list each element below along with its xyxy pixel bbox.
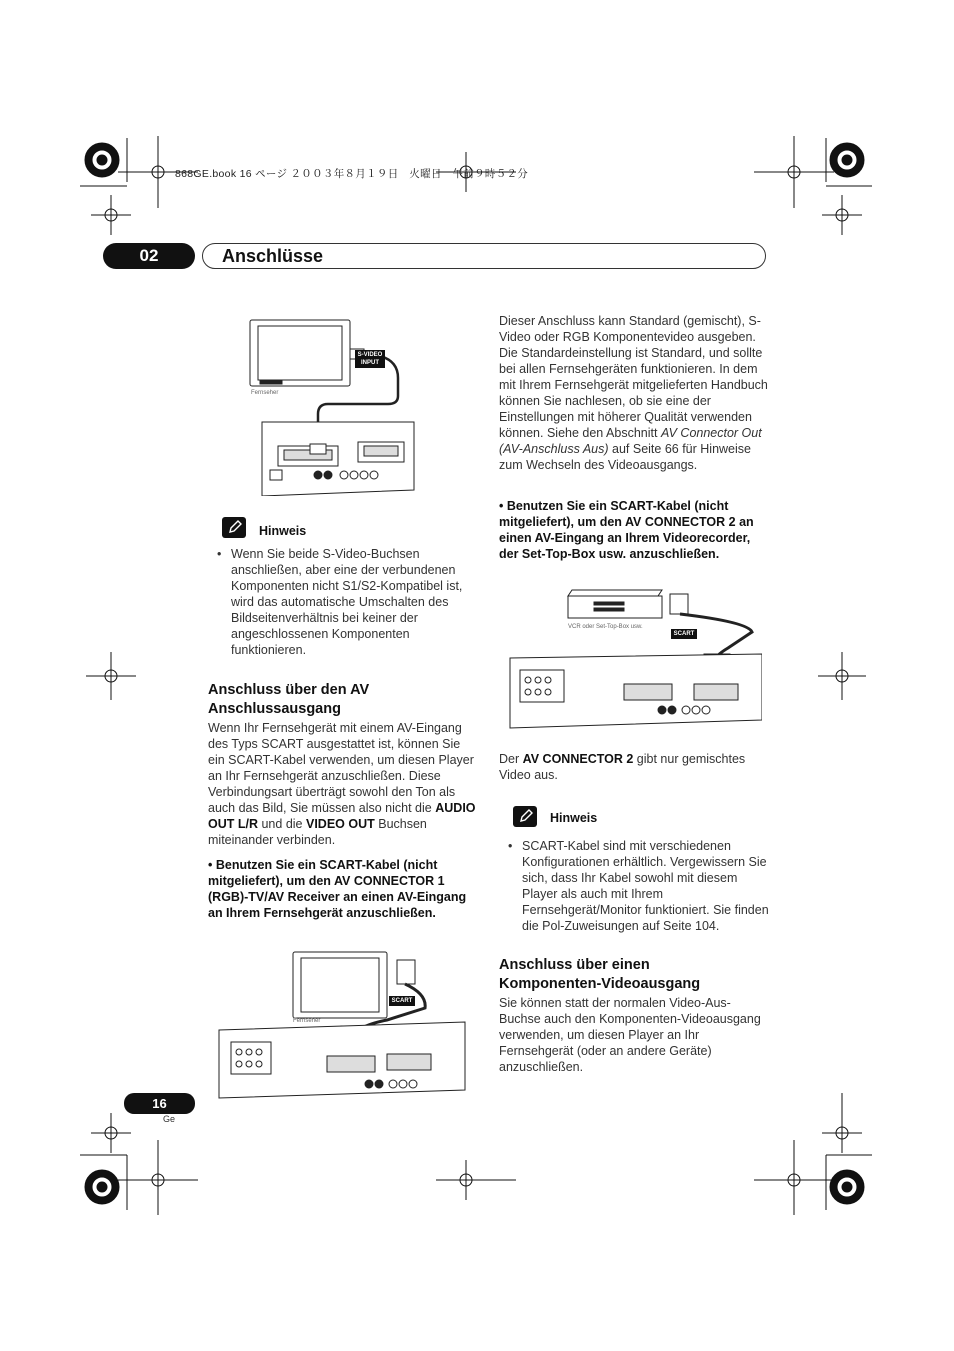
connector-note (499, 751, 769, 783)
svideo-connection-diagram (248, 318, 420, 496)
pencil-icon (222, 517, 246, 538)
note-list (508, 838, 770, 934)
section-heading-component-video (499, 956, 769, 994)
body-text: Der (499, 752, 520, 766)
heading-line: Anschluss über einen (499, 957, 650, 973)
body-text: gibt nur gemischtes Video aus. (499, 752, 746, 782)
scart-tag: SCART (389, 996, 415, 1006)
body-text: und die (261, 817, 303, 831)
note-pencil-icon (222, 517, 246, 538)
chapter-title: Anschlüsse (222, 246, 324, 266)
body-text: auf Seite 66 für Hinweise zum Wechseln des Videoausgangs. (499, 442, 751, 472)
note-item: • SCART-Kabel sind mit verschiedenen Konfigurationen erhältlich. Vergewissern Sie sich, dass Ihr Kabel sowohl mit diesem Player als auch mit Ihrem Fernsehgerät/Monitor funktioniert. Sie finden die Pol-Zuweisungen auf Seite 104. (508, 838, 770, 934)
scart-tv-diagram-art (217, 950, 467, 1100)
print-header: 868GE.book 16 ページ ２００３年８月１９日 火曜日 午前９時５２分 (175, 168, 529, 180)
tv-label: Fernseher (251, 390, 279, 396)
svideo-diagram-art (248, 318, 420, 496)
audio-out-term: AUDIO OUT L/R (208, 801, 476, 831)
heading-line: Anschluss über den AV (208, 682, 370, 698)
note-label: Hinweis (550, 811, 598, 825)
chapter-number: 02 (103, 243, 195, 269)
scart-vcr-diagram-art (508, 588, 762, 738)
device-label: VCR oder Set-Top-Box usw. (568, 624, 643, 630)
scart-tag: SCART (671, 629, 697, 639)
note-list (217, 546, 471, 658)
section-heading-av-connector (208, 681, 468, 719)
svideo-tag-line1: S-VIDEO (357, 352, 383, 358)
body-text: Buchsen miteinander verbinden. (208, 817, 427, 847)
instruction-av-connector-1: • Benutzen Sie ein SCART-Kabel (nicht mitgeliefert), um den AV CONNECTOR 1 (RGB)-TV/AV Receiver an einen AV-Eingang an Ihrem Fernsehgerät anzuschließen. (208, 858, 467, 920)
heading-line: Anschlussausgang (208, 701, 341, 717)
intro-paragraph (499, 313, 769, 473)
section-body: Sie können statt der normalen Video-Aus-Buchse auch den Komponenten-Videoausgang verwenden, um diesen Player an Ihr Fernsehgerät (oder an andere Geräte) anzuschließen. (499, 996, 761, 1074)
cross-reference: AV Connector Out (AV-Anschluss Aus) (499, 426, 762, 456)
scart-tv-diagram (217, 950, 467, 1100)
body-text: Wenn Ihr Fernsehgerät mit einem AV-Eingang des Typs SCART ausgestattet ist, können Sie ein SCART-Kabel verwenden, um diesen Player an Ihr Fernsehgerät anzuschließen. Diese Verbindungsart überträgt sowohl den Ton als auch das Bild, Sie müssen also nicht die (208, 721, 474, 815)
note-pencil-icon (513, 806, 537, 827)
av-connector-2-term: AV CONNECTOR 2 (522, 752, 634, 766)
heading-line: Komponenten-Videoausgang (499, 976, 701, 992)
scart-vcr-diagram (508, 588, 762, 738)
pencil-icon (513, 806, 537, 827)
page-language: Ge (163, 1114, 176, 1124)
tv-label: Fernseher (293, 1018, 321, 1024)
video-out-term: VIDEO OUT (305, 817, 375, 831)
svideo-input-tag (355, 350, 385, 368)
page-number: 16 (124, 1093, 195, 1114)
instruction-av-connector-2: • Benutzen Sie ein SCART-Kabel (nicht mitgeliefert), um den AV CONNECTOR 2 an einen AV-Eingang an Ihrem Videorecorder, der Set-Top-Box usw. anzuschließen. (499, 499, 754, 561)
section-body (208, 720, 476, 848)
body-text: Dieser Anschluss kann Standard (gemischt), S-Video oder RGB Komponentevideo ausgeben. Die Standardeinstellung ist Standard, und sollte bei allen Fernsehgeräten funktionieren. In dem mit Ihrem Fernsehgerät mitgelieferten Handbuch können Sie nachlesen, ob sie eine der Einstellungen mit höherer Qualität verwenden können. Siehe den Abschnitt (499, 314, 768, 440)
note-label: Hinweis (259, 524, 307, 538)
svideo-tag-line2: INPUT (361, 360, 379, 366)
note-item: • Wenn Sie beide S-Video-Buchsen anschließen, aber eine der verbundenen Komponenten nicht S1/S2-Kompatibel ist, wird das automatische Umschalten des Bildseitenverhältnis bei keiner der angeschlossenen Komponenten funktionieren. (217, 546, 471, 658)
